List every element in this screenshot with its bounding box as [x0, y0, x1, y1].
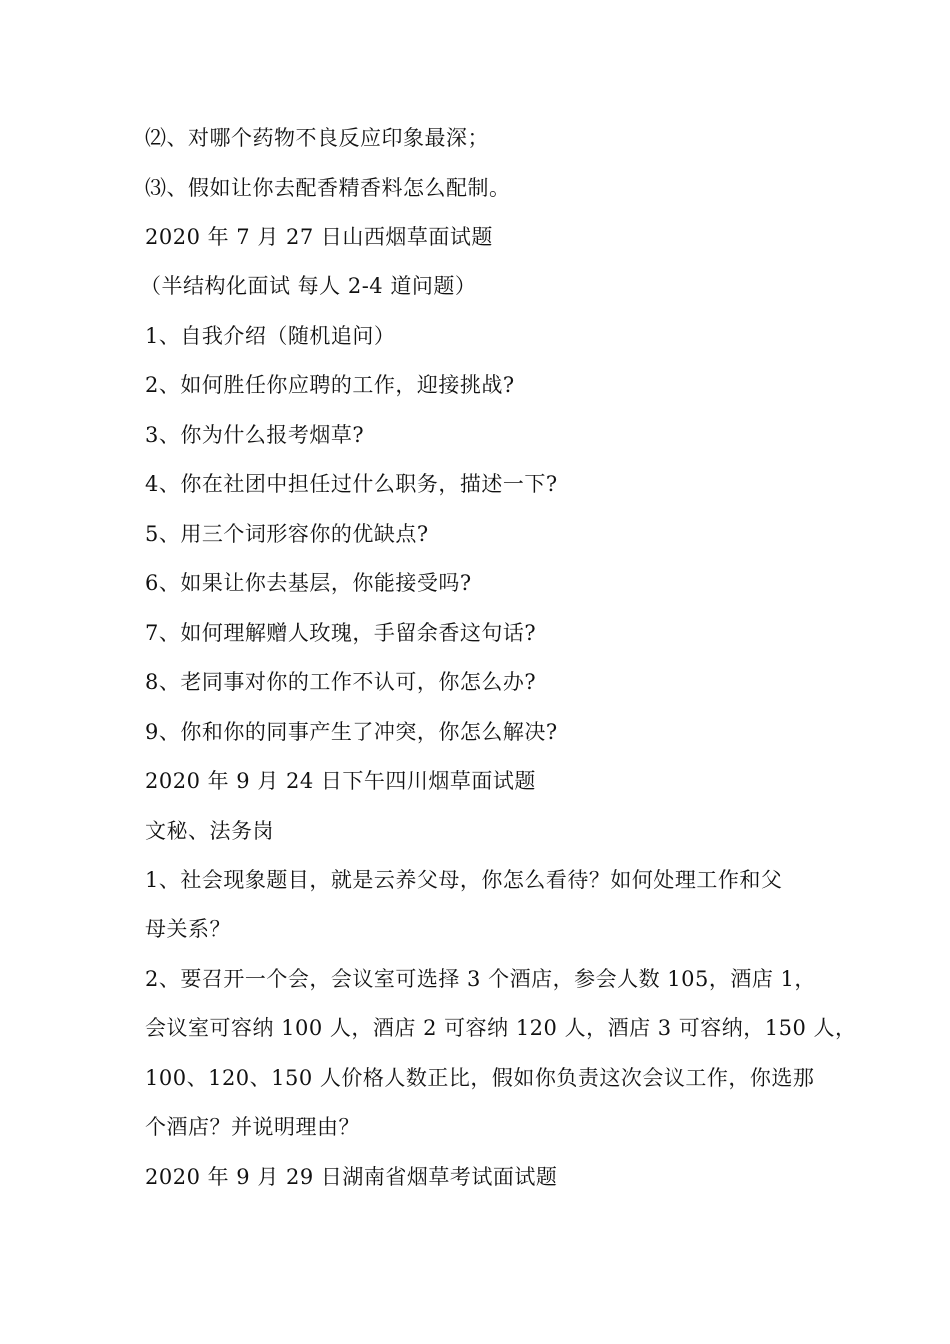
question-item: 4、你在社团中担任过什么职务，描述一下?	[145, 472, 558, 496]
section-heading: 2020 年 9 月 29 日湖南省烟草考试面试题	[145, 1165, 558, 1189]
question-item-continuation: 母关系？	[145, 917, 231, 941]
question-item: 6、如果让你去基层，你能接受吗?	[145, 571, 472, 595]
question-item: 1、自我介绍（随机追问）	[145, 324, 396, 348]
section-note: （半结构化面试 每人 2-4 道问题）	[140, 274, 477, 298]
question-item: 3、你为什么报考烟草?	[145, 423, 365, 447]
question-item: ⑵、对哪个药物不良反应印象最深；	[145, 126, 489, 150]
section-heading: 2020 年 9 月 24 日下午四川烟草面试题	[145, 769, 536, 793]
question-item: ⑶、假如让你去配香精香料怎么配制。	[145, 176, 511, 200]
question-item-continuation: 会议室可容纳 100 人，酒店 2 可容纳 120 人，酒店 3 可容纳，150 人，	[145, 1016, 857, 1040]
question-item-continuation: 个酒店？并说明理由？	[145, 1115, 360, 1139]
question-item: 2、要召开一个会，会议室可选择 3 个酒店，参会人数 105，酒店 1，	[145, 967, 816, 991]
section-heading: 2020 年 7 月 27 日山西烟草面试题	[145, 225, 493, 249]
question-item: 5、用三个词形容你的优缺点?	[145, 522, 429, 546]
question-item: 9、你和你的同事产生了冲突，你怎么解决?	[145, 720, 558, 744]
question-item-continuation: 100、120、150 人价格人数正比，假如你负责这次会议工作，你选那	[145, 1066, 815, 1090]
question-item: 2、如何胜任你应聘的工作，迎接挑战?	[145, 373, 515, 397]
question-item: 1、社会现象题目，就是云养父母，你怎么看待？如何处理工作和父	[145, 868, 783, 892]
question-item: 8、老同事对你的工作不认可，你怎么办?	[145, 670, 537, 694]
question-item: 7、如何理解赠人玫瑰，手留余香这句话?	[145, 621, 537, 645]
section-subheading: 文秘、法务岗	[145, 819, 274, 843]
